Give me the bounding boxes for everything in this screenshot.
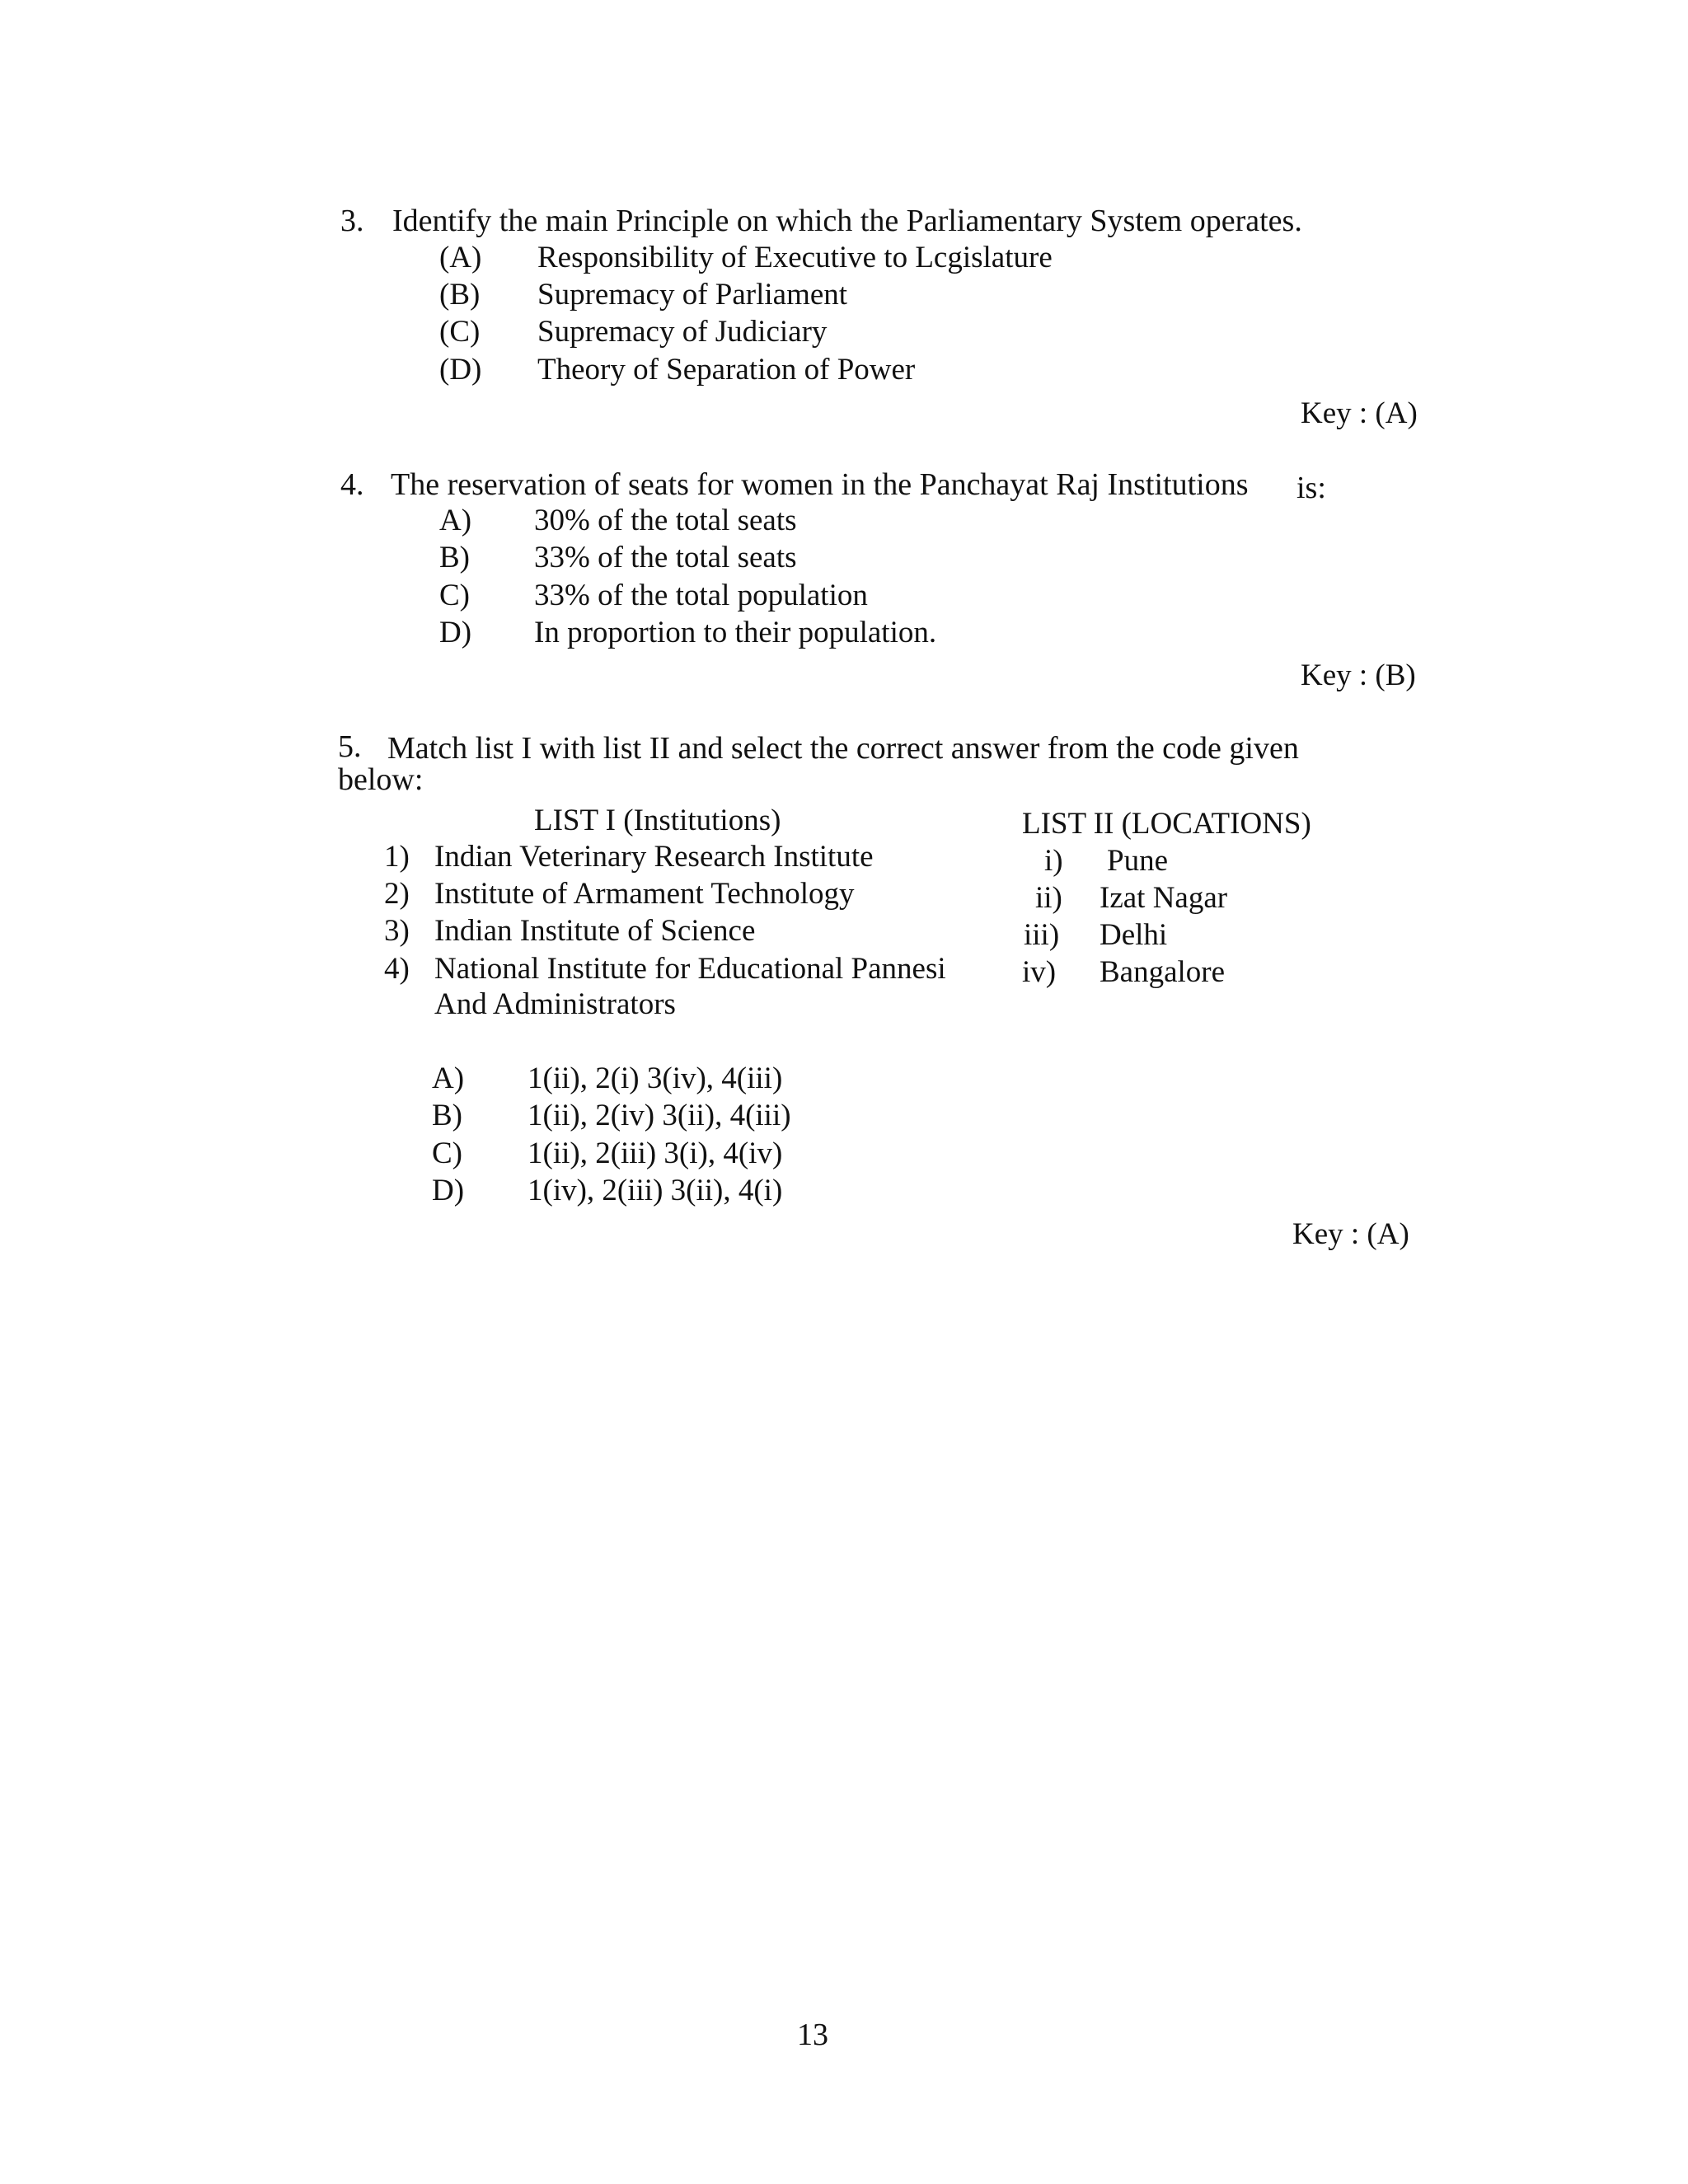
question-5-option-b-text: 1(ii), 2(iv) 3(ii), 4(iii) [528,1099,791,1132]
question-4-option-d-label: D) [439,616,472,649]
question-4-option-c-text: 33% of the total population [534,579,868,612]
list-2-item-2-number: ii) [1035,881,1062,915]
question-5-option-a-text: 1(ii), 2(i) 3(iv), 4(iii) [528,1062,783,1095]
list-2-item-1-number: i) [1044,844,1063,878]
question-5-option-b-label: B) [432,1099,462,1132]
list-1-heading: LIST I (Institutions) [534,804,781,837]
list-2-item-4-number: iv) [1022,955,1057,989]
list-2-item-3-text: Delhi [1100,918,1168,952]
question-5-number: 5. [338,729,362,764]
question-3-option-c-text: Supremacy of Judiciary [537,315,828,349]
question-3-option-c-label: (C) [439,315,481,349]
question-5-option-d-label: D) [432,1174,465,1207]
question-5-text-line2: below: [338,762,424,797]
question-3-option-b-label: (B) [439,278,481,312]
question-5-text-line1: Match list I with list II and select the correct answer from the code given [387,731,1299,766]
question-4-option-d-text: In proportion to their population. [534,616,937,649]
list-1-item-2-text: Institute of Armament Technology [434,877,855,911]
list-1-item-3-text: Indian Institute of Science [434,914,756,948]
question-5-option-a-label: A) [432,1062,465,1095]
list-1-item-1-text: Indian Veterinary Research Institute [434,840,874,874]
list-1-item-2-number: 2) [384,877,410,911]
list-1-item-4-text: National Institute for Educational Pannesi [434,952,946,986]
question-4-option-a-label: A) [439,504,472,537]
question-3-option-a-text: Responsibility of Executive to Lcgislature [537,241,1053,274]
question-3-number: 3. [340,204,364,238]
list-2-item-1-text: Pune [1107,844,1168,878]
list-2-item-2-text: Izat Nagar [1100,881,1228,915]
list-1-item-3-number: 3) [384,914,410,948]
question-3-text: Identify the main Principle on which the Parliamentary System operates. [392,204,1302,238]
list-2-item-4-text: Bangalore [1100,955,1226,989]
list-1-item-1-number: 1) [384,840,410,874]
question-4-number: 4. [340,467,364,502]
question-5-option-c-text: 1(ii), 2(iii) 3(i), 4(iv) [528,1137,783,1170]
page-number: 13 [797,2018,828,2052]
question-4-option-b-text: 33% of the total seats [534,541,797,574]
question-5-answer-key: Key : (A) [1292,1217,1409,1251]
list-2-heading: LIST II (LOCATIONS) [1022,807,1311,841]
question-3-option-a-label: (A) [439,241,482,274]
list-1-item-4-number: 4) [384,952,410,986]
question-3-answer-key: Key : (A) [1301,396,1418,430]
question-3-option-d-label: (D) [439,353,482,387]
question-4-text-tail: is: [1296,471,1326,505]
question-4-option-c-label: C) [439,579,470,612]
question-4-text: The reservation of seats for women in the Panchayat Raj Institutions [391,467,1249,502]
question-4-option-b-label: B) [439,541,470,574]
question-3-option-b-text: Supremacy of Parliament [537,278,848,312]
question-4-answer-key: Key : (B) [1301,658,1416,692]
question-5-option-d-text: 1(iv), 2(iii) 3(ii), 4(i) [528,1174,783,1207]
list-1-item-4-text-continued: And Administrators [434,987,676,1021]
question-4-option-a-text: 30% of the total seats [534,504,797,537]
question-5-option-c-label: C) [432,1137,462,1170]
question-3-option-d-text: Theory of Separation of Power [537,353,916,387]
list-2-item-3-number: iii) [1024,918,1060,952]
